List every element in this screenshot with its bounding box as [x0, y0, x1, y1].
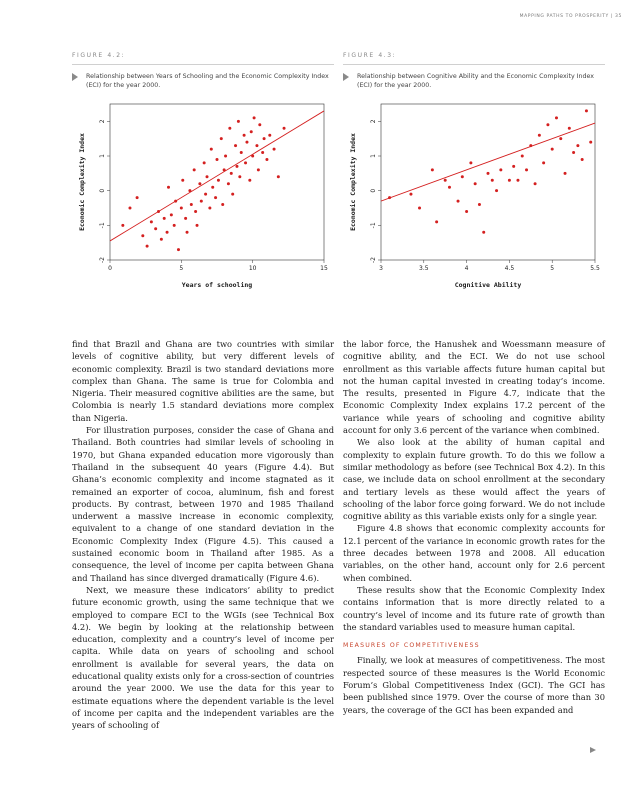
- data-point: [167, 186, 170, 189]
- data-point: [257, 168, 260, 171]
- paragraph: find that Brazil and Ghana are two countries with similar levels of cognitive ability, but very different levels of economic complexity. Brazil is two standard deviations more complex than Ghana. The same is true for Colombia and Nigeria. Their measured cognitive abilities are the same, but Colombia is nearly 1.5 standard deviations more complex than Nigeria.: [72, 339, 334, 423]
- y-tick-label: 2: [99, 119, 106, 124]
- x-tick-label: 4: [464, 265, 469, 272]
- figure-4-2: [72, 52, 334, 90]
- data-point: [265, 158, 268, 161]
- data-point: [465, 210, 468, 213]
- data-point: [418, 207, 421, 210]
- y-tick-label: 1: [99, 154, 106, 158]
- fit-line: [110, 111, 324, 241]
- data-point: [444, 179, 447, 182]
- data-point: [525, 168, 528, 171]
- data-point: [150, 220, 153, 223]
- data-point: [469, 161, 472, 164]
- data-point: [512, 165, 515, 168]
- plot-frame: [381, 104, 595, 260]
- data-point: [388, 196, 391, 199]
- data-point: [546, 123, 549, 126]
- data-point: [174, 200, 177, 203]
- data-point: [128, 207, 131, 210]
- data-point: [538, 134, 541, 137]
- data-point: [228, 127, 231, 130]
- caption-text: Relationship between Cognitive Ability and the Economic Complexity Index (ECI) for the year 2000.: [357, 73, 595, 89]
- x-tick-label: 10: [248, 265, 257, 272]
- data-point: [245, 141, 248, 144]
- y-axis-title: Economic Complexity Index: [78, 133, 86, 231]
- data-point: [173, 224, 176, 227]
- data-point: [534, 182, 537, 185]
- body-column-right: [343, 338, 605, 716]
- paragraph: These results show that the Economic Complexity Index contains information that is more directly related to a country’s level of income and its future rate of growth than the standard variables used to measure human capital.: [343, 584, 605, 632]
- data-point: [495, 189, 498, 192]
- caption-text: Relationship between Years of Schooling and the Economic Complexity Index (ECI) for the year 2000.: [86, 73, 329, 89]
- next-page-arrow-icon[interactable]: [590, 747, 596, 753]
- data-point: [273, 148, 276, 151]
- fit-line: [381, 123, 595, 201]
- data-point: [283, 127, 286, 130]
- figure-caption: [343, 72, 605, 90]
- data-point: [261, 151, 264, 154]
- data-point: [499, 168, 502, 171]
- data-point: [516, 179, 519, 182]
- scatter-plot-cognitive: [343, 96, 605, 296]
- data-point: [234, 144, 237, 147]
- data-point: [206, 175, 209, 178]
- paragraph: For illustration purposes, consider the case of Ghana and Thailand. Both countries had similar levels of schooling in 1970, but Ghana expanded education more vigorously than Thailand in the subsequent 40 years (Figure 4.4). But Ghana’s economic complexity and income stagnated as it remained an exporter of cocoa, aluminum, fish and forest products. By contrast, between 1970 and 1985 Thailand underwent a massive increase in economic complexity, equivalent to a change of one standard deviation in the Economic Complexity Index (Figure 4.5). This caused a sustained economic boom in Thailand after 1985. As a consequence, the level of income per capita between Ghana and Thailand has since diverged dramatically (Figure 4.6).: [72, 425, 334, 583]
- data-point: [211, 186, 214, 189]
- data-point: [157, 210, 160, 213]
- data-point: [208, 207, 211, 210]
- data-point: [277, 175, 280, 178]
- data-point: [431, 168, 434, 171]
- data-point: [248, 179, 251, 182]
- paragraph: We also look at the ability of human capital and complexity to explain future growth. To do this we follow a similar methodology as before (see Technical Box 4.2). In this case, we include data on school enrollment at the secondary and tertiary levels as these would affect the years of schooling of the labor force going forward. We do not include cognitive ability as this variable exists only for a single year.: [343, 437, 605, 522]
- caption-triangle-icon: [72, 73, 78, 81]
- data-point: [435, 220, 438, 223]
- data-point: [190, 203, 193, 206]
- caption-triangle-icon: [343, 73, 349, 81]
- y-tick-label: 1: [370, 154, 377, 158]
- x-axis-title: Cognitive Ability: [454, 281, 522, 289]
- data-point: [196, 224, 199, 227]
- paragraph: Finally, we look at measures of competitiveness. The most respected source of these measures is the World Economic Forum’s Global Competitiveness Index (GCI). The GCI has been published since 1979. Over the course of more than 30 years, the coverage of the GCI has been expanded and: [343, 655, 605, 715]
- data-point: [244, 161, 247, 164]
- data-point: [572, 151, 575, 154]
- data-point: [166, 231, 169, 234]
- data-point: [223, 168, 226, 171]
- data-point: [235, 165, 238, 168]
- data-point: [568, 127, 571, 130]
- paragraph: Figure 4.8 shows that economic complexity accounts for 12.1 percent of the variance in economic growth rates for the three decades between 1978 and 2008. All education variables, on the other hand, account only for 2.6 percent when combined.: [343, 523, 605, 583]
- data-point: [487, 172, 490, 175]
- data-point: [251, 155, 254, 158]
- data-point: [482, 231, 485, 234]
- data-point: [585, 109, 588, 112]
- x-tick-label: 0: [108, 265, 112, 272]
- data-point: [180, 207, 183, 210]
- x-tick-label: 3.5: [419, 265, 429, 272]
- data-point: [200, 200, 203, 203]
- x-tick-label: 5: [179, 265, 184, 272]
- data-point: [203, 161, 206, 164]
- data-point: [253, 116, 256, 119]
- data-point: [581, 158, 584, 161]
- data-point: [194, 210, 197, 213]
- figure-rule: [72, 64, 334, 65]
- data-point: [258, 123, 261, 126]
- section-subhead: MEASURES OF COMPETITIVENESS: [343, 642, 480, 650]
- data-point: [240, 151, 243, 154]
- data-point: [564, 172, 567, 175]
- x-tick-label: 5: [550, 265, 555, 272]
- data-point: [542, 161, 545, 164]
- data-point: [478, 203, 481, 206]
- data-point: [250, 130, 253, 133]
- y-axis-title: Economic Complexity Index: [349, 133, 357, 231]
- data-point: [576, 144, 579, 147]
- data-point: [224, 155, 227, 158]
- paragraph: the labor force, the Hanushek and Woessmann measure of cognitive ability, and the ECI. We do not use school enrollment as this variable affects future human capital but not the human capital invested in creating today’s income. The results, presented in Figure 4.7, indicate that the Economic Complexity Index explains 17.2 percent of the variance while years of schooling and cognitive ability account for only 3.6 percent of the variance when combined.: [343, 339, 605, 436]
- running-head: MAPPING PATHS TO PROSPERITY | 35: [519, 14, 622, 19]
- y-tick-label: 2: [370, 119, 377, 124]
- data-point: [268, 134, 271, 137]
- data-point: [529, 144, 532, 147]
- figure-4-3: [343, 52, 605, 90]
- data-point: [186, 231, 189, 234]
- y-tick-label: 0: [99, 188, 106, 193]
- data-point: [521, 155, 524, 158]
- data-point: [163, 217, 166, 220]
- y-tick-label: -2: [99, 257, 106, 263]
- data-point: [461, 175, 464, 178]
- figure-label: FIGURE 4.3:: [343, 52, 397, 59]
- data-point: [210, 148, 213, 151]
- data-point: [231, 193, 234, 196]
- data-point: [448, 186, 451, 189]
- data-point: [263, 137, 266, 140]
- data-point: [220, 137, 223, 140]
- data-point: [154, 227, 157, 230]
- data-point: [457, 200, 460, 203]
- data-point: [136, 196, 139, 199]
- y-tick-label: -2: [370, 257, 377, 263]
- data-point: [589, 141, 592, 144]
- data-point: [559, 137, 562, 140]
- data-point: [188, 189, 191, 192]
- x-axis-title: Years of schooling: [181, 281, 253, 289]
- data-point: [141, 234, 144, 237]
- data-point: [170, 213, 173, 216]
- data-point: [237, 120, 240, 123]
- data-point: [204, 193, 207, 196]
- data-point: [121, 224, 124, 227]
- data-point: [177, 248, 180, 251]
- data-point: [181, 179, 184, 182]
- figure-label: FIGURE 4.2:: [72, 52, 126, 59]
- x-tick-label: 3: [379, 265, 383, 272]
- x-tick-label: 4.5: [504, 265, 515, 272]
- data-point: [160, 238, 163, 241]
- data-point: [255, 144, 258, 147]
- data-point: [508, 179, 511, 182]
- y-tick-label: 0: [370, 188, 377, 193]
- figure-rule: [343, 64, 605, 65]
- data-point: [214, 196, 217, 199]
- data-point: [193, 168, 196, 171]
- figure-caption: [72, 72, 334, 90]
- data-point: [216, 158, 219, 161]
- data-point: [184, 217, 187, 220]
- x-tick-label: 15: [320, 265, 328, 272]
- data-point: [227, 182, 230, 185]
- data-point: [474, 182, 477, 185]
- y-tick-label: -1: [370, 222, 377, 229]
- data-point: [146, 245, 149, 248]
- data-point: [221, 203, 224, 206]
- data-point: [230, 172, 233, 175]
- data-point: [491, 179, 494, 182]
- y-tick-label: -1: [99, 222, 106, 229]
- data-point: [243, 134, 246, 137]
- data-point: [409, 193, 412, 196]
- data-point: [551, 148, 554, 151]
- data-point: [555, 116, 558, 119]
- paragraph: Next, we measure these indicators’ ability to predict future economic growth, using the same technique that we employed to compare ECI to the WGIs (see Technical Box 4.2). We begin by looking at the relationship between education, complexity and a country’s level of income per capita. While data on years of schooling and school enrollment is available for several years, the data on educational quality exists only for a cross-section of countries around the year 2000. We use the data for this year to estimate equations where the dependent variable is the level of income per capita and the independent variables are the years of schooling of: [72, 584, 334, 731]
- scatter-plot-schooling: [72, 96, 334, 296]
- data-point: [238, 175, 241, 178]
- data-point: [198, 182, 201, 185]
- data-point: [217, 179, 220, 182]
- body-column-left: [72, 338, 334, 732]
- x-tick-label: 5.5: [590, 265, 600, 272]
